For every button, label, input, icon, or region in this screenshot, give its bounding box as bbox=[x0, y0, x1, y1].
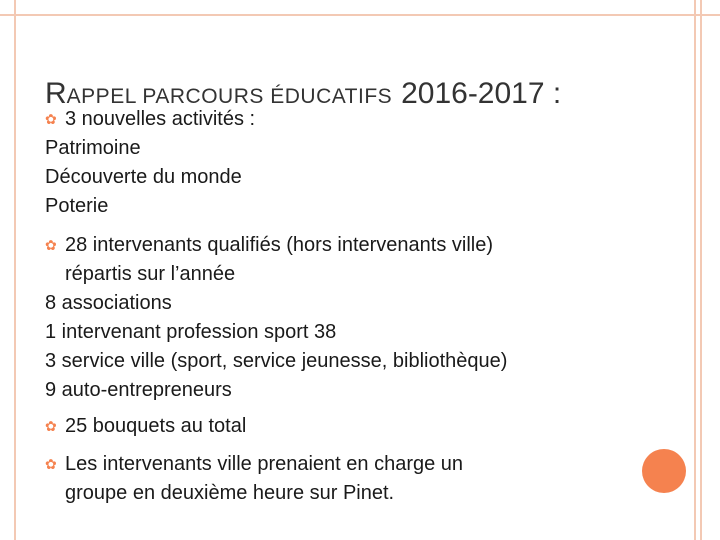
flower-bullet-icon: ✿ bbox=[45, 456, 57, 472]
title-years: 2016-2017 : bbox=[401, 77, 562, 110]
bullet-text: 3 nouvelles activités : bbox=[65, 108, 256, 130]
flower-bullet-icon: ✿ bbox=[45, 111, 57, 127]
block-intervenants bbox=[45, 231, 507, 405]
list-item: 1 intervenant profession sport 38 bbox=[45, 321, 337, 343]
frame-line-horizontal bbox=[0, 14, 720, 16]
bullet-continuation: groupe en deuxième heure sur Pinet. bbox=[65, 482, 395, 504]
flower-bullet-icon: ✿ bbox=[45, 237, 57, 253]
title-initial: R bbox=[45, 77, 67, 110]
list-item: 8 associations bbox=[45, 292, 172, 314]
bullet-text: 28 intervenants qualifiés (hors intervenants ville) bbox=[65, 234, 493, 256]
frame-line-vertical bbox=[14, 0, 16, 540]
decorative-circle bbox=[642, 449, 686, 493]
bullet-continuation: répartis sur l’année bbox=[65, 263, 236, 285]
list-item: Patrimoine bbox=[45, 137, 141, 159]
frame-line-right bbox=[694, 0, 696, 540]
bullet-text: Les intervenants ville prenaient en charge un bbox=[65, 453, 464, 475]
bullet-item bbox=[45, 412, 246, 441]
bullet-text: 25 bouquets au total bbox=[65, 415, 247, 437]
block-bouquets bbox=[45, 412, 246, 441]
list-item: Poterie bbox=[45, 195, 109, 217]
block-ville bbox=[45, 450, 463, 508]
frame-line-right-2 bbox=[700, 0, 702, 540]
bullet-item bbox=[45, 231, 507, 260]
title-main: APPEL PARCOURS ÉDUCATIFS bbox=[66, 85, 393, 108]
bullet-item bbox=[45, 450, 463, 479]
bullet-item bbox=[45, 105, 255, 134]
list-item: Découverte du monde bbox=[45, 166, 242, 188]
list-item: 3 service ville (sport, service jeunesse, bibliothèque) bbox=[45, 350, 508, 372]
list-item: 9 auto-entrepreneurs bbox=[45, 379, 232, 401]
block-activities bbox=[45, 105, 255, 221]
flower-bullet-icon: ✿ bbox=[45, 418, 57, 434]
